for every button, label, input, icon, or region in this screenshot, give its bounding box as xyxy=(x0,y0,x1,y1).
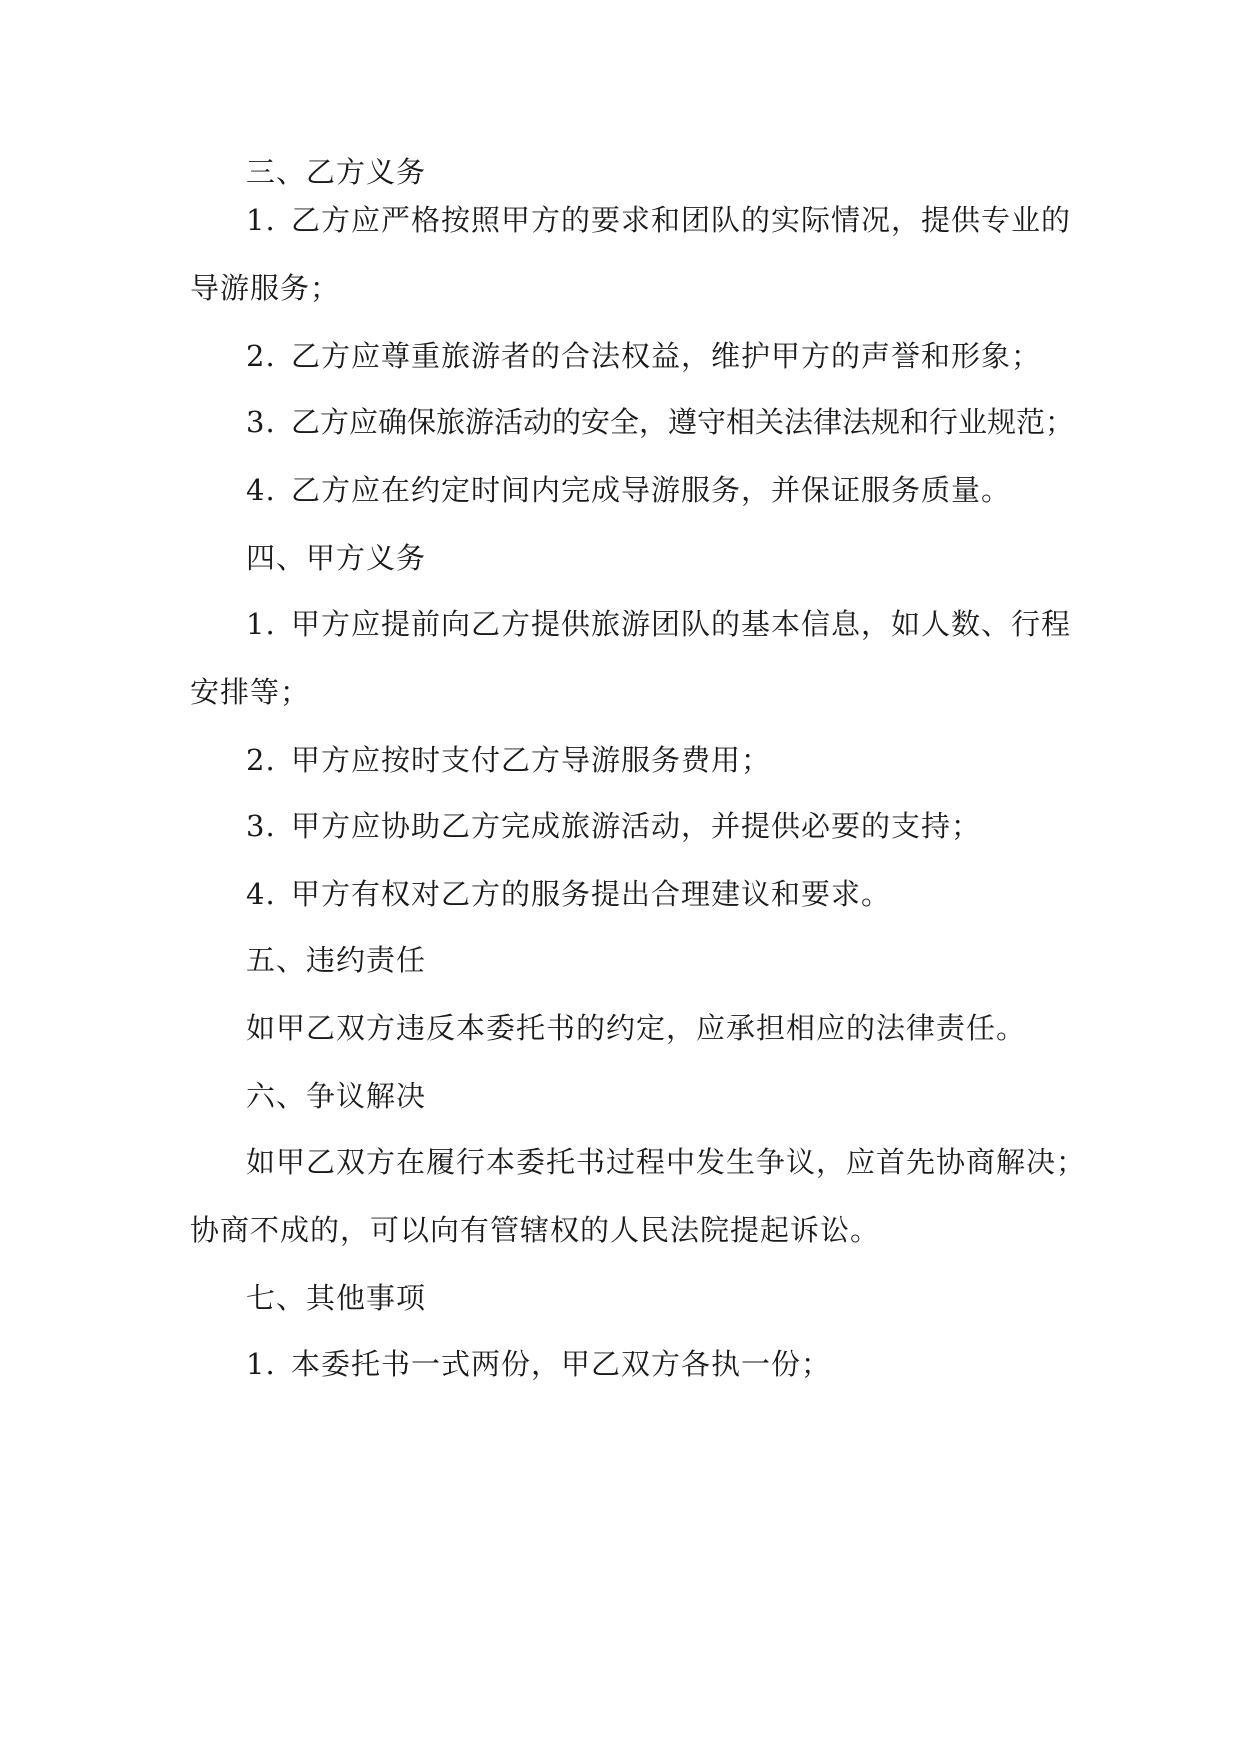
list-item xyxy=(246,200,1071,240)
item-number: 3. xyxy=(246,405,276,439)
section-heading: 七、其他事项 xyxy=(246,1281,427,1315)
list-item xyxy=(246,1344,831,1384)
item-continuation: 安排等； xyxy=(190,675,311,709)
item-text: 甲方有权对乙方的服务提出合理建议和要求。 xyxy=(291,877,892,911)
section-heading: 三、乙方义务 xyxy=(246,155,427,189)
item-text: 乙方应尊重旅游者的合法权益，维护甲方的声誉和形象； xyxy=(291,339,1042,373)
item-number: 3. xyxy=(246,809,276,843)
section-heading: 五、违约责任 xyxy=(246,943,427,977)
item-text: 本委托书一式两份，甲乙双方各执一份； xyxy=(291,1347,832,1381)
list-item xyxy=(246,604,1071,644)
list-item xyxy=(246,470,1011,510)
item-text: 乙方应确保旅游活动的安全，遵守相关法律法规和行业规范； xyxy=(291,405,1075,439)
item-continuation: 导游服务； xyxy=(190,271,341,305)
list-item xyxy=(246,336,1041,376)
item-text: 甲方应提前向乙方提供旅游团队的基本信息，如人数、行程 xyxy=(291,607,1072,641)
paragraph: 如甲乙双方在履行本委托书过程中发生争议，应首先协商解决； xyxy=(246,1145,1087,1179)
item-number: 4. xyxy=(246,877,276,911)
list-item xyxy=(246,402,1074,442)
item-text: 乙方应在约定时间内完成导游服务，并保证服务质量。 xyxy=(291,473,1012,507)
paragraph-continuation: 协商不成的，可以向有管辖权的人民法院提起诉讼。 xyxy=(190,1213,881,1247)
section-heading: 六、争议解决 xyxy=(246,1079,427,1113)
item-number: 1. xyxy=(246,203,276,237)
item-number: 1. xyxy=(246,607,276,641)
list-item xyxy=(246,874,891,914)
item-number: 2. xyxy=(246,743,276,777)
item-number: 2. xyxy=(246,339,276,373)
item-text: 甲方应按时支付乙方导游服务费用； xyxy=(291,743,772,777)
item-text: 甲方应协助乙方完成旅游活动，并提供必要的支持； xyxy=(291,809,982,843)
item-number: 4. xyxy=(246,473,276,507)
item-text: 乙方应严格按照甲方的要求和团队的实际情况，提供专业的 xyxy=(291,203,1072,237)
section-heading: 四、甲方义务 xyxy=(246,541,427,575)
list-item xyxy=(246,806,981,846)
item-number: 1. xyxy=(246,1347,276,1381)
list-item xyxy=(246,740,771,780)
paragraph: 如甲乙双方违反本委托书的约定，应承担相应的法律责任。 xyxy=(246,1011,1027,1045)
